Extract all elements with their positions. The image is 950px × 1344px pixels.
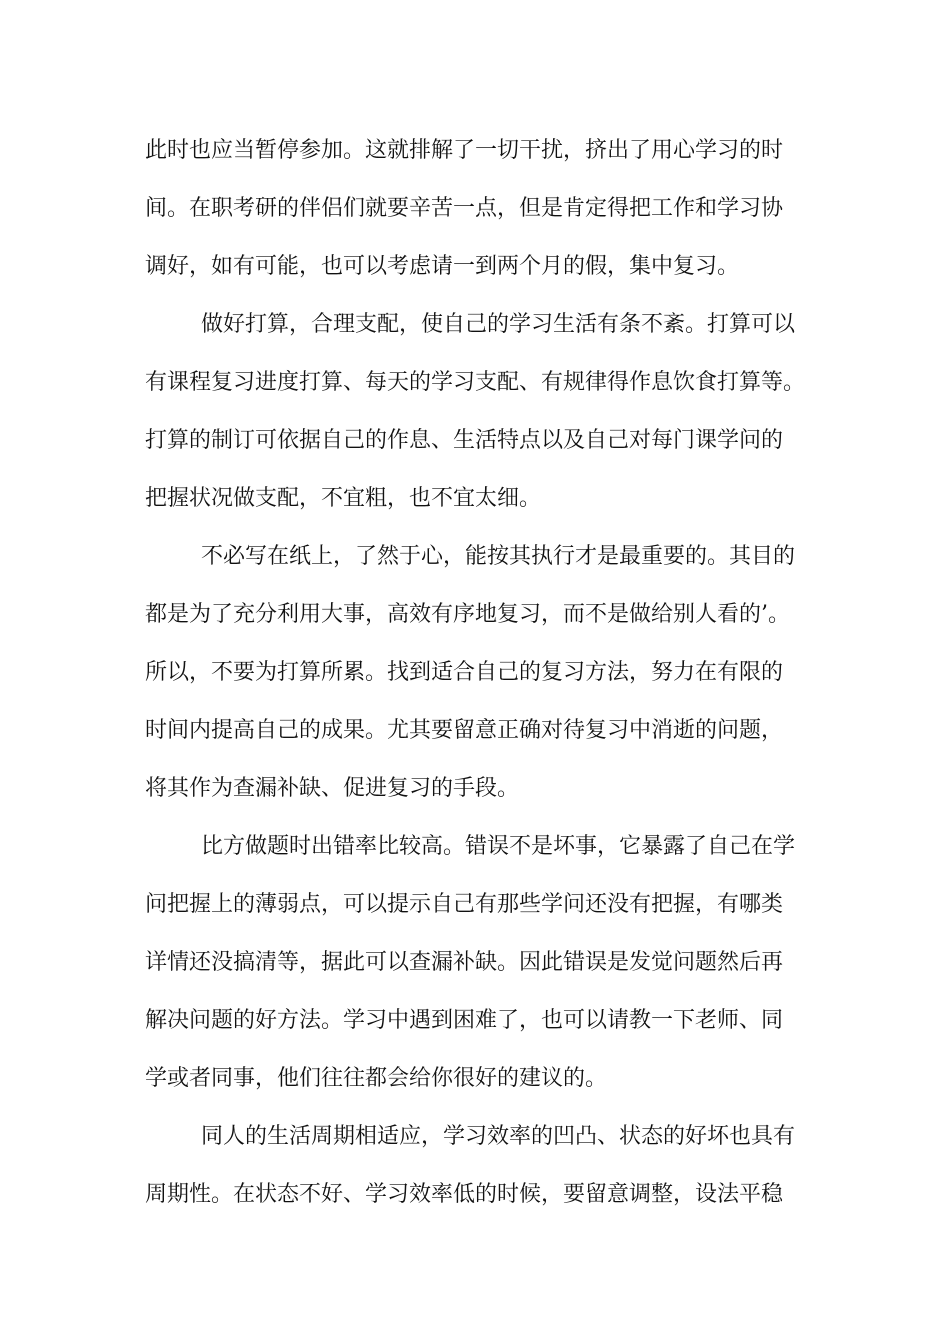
text-line: 将其作为查漏补缺、促进复习的手段。 — [145, 776, 520, 801]
text-line: 详情还没搞清等，据此可以查漏补缺。因此错误是发觉问题然后再 — [145, 950, 784, 975]
text-line: 有课程复习进度打算、每天的学习支配、有规律得作息饮食打算等。 — [145, 370, 806, 395]
text-line: 学或者同事，他们往往都会给你很好的建议的。 — [145, 1066, 608, 1091]
text-line: 调好，如有可能，也可以考虑请一到两个月的假，集中复习。 — [145, 254, 740, 279]
text-line: 把握状况做支配，不宜粗，也不宜太细。 — [145, 486, 542, 511]
paragraph-first-line: 不必写在纸上，了然于心，能按其执行才是最重要的。其目的 — [201, 544, 796, 569]
text-line: 都是为了充分利用大事，高效有序地复习，而不是做给别人看的’。 — [145, 602, 790, 627]
paragraph-first-line: 同人的生活周期相适应，学习效率的凹凸、状态的好坏也具有 — [201, 1124, 796, 1149]
text-line: 问把握上的薄弱点，可以提示自己有那些学问还没有把握，有哪类 — [145, 892, 784, 917]
text-line: 间。在职考研的伴侣们就要辛苦一点，但是肯定得把工作和学习协 — [145, 196, 784, 221]
text-line: 所以，不要为打算所累。找到适合自己的复习方法，努力在有限的 — [145, 660, 784, 685]
text-line: 此时也应当暂停参加。这就排解了一切干扰，挤出了用心学习的时 — [145, 138, 784, 163]
paragraph-first-line: 做好打算，合理支配，使自己的学习生活有条不紊。打算可以 — [201, 312, 796, 337]
text-line: 解决问题的好方法。学习中遇到困难了，也可以请教一下老师、同 — [145, 1008, 784, 1033]
paragraph-first-line: 比方做题时出错率比较高。错误不是坏事，它暴露了自己在学 — [201, 834, 796, 859]
text-line: 时间内提高自己的成果。尤其要留意正确对待复习中消逝的问题， — [145, 718, 784, 743]
text-line: 周期性。在状态不好、学习效率低的时候，要留意调整，设法平稳 — [145, 1182, 784, 1207]
text-line: 打算的制订可依据自己的作息、生活特点以及自己对每门课学问的 — [145, 428, 784, 453]
